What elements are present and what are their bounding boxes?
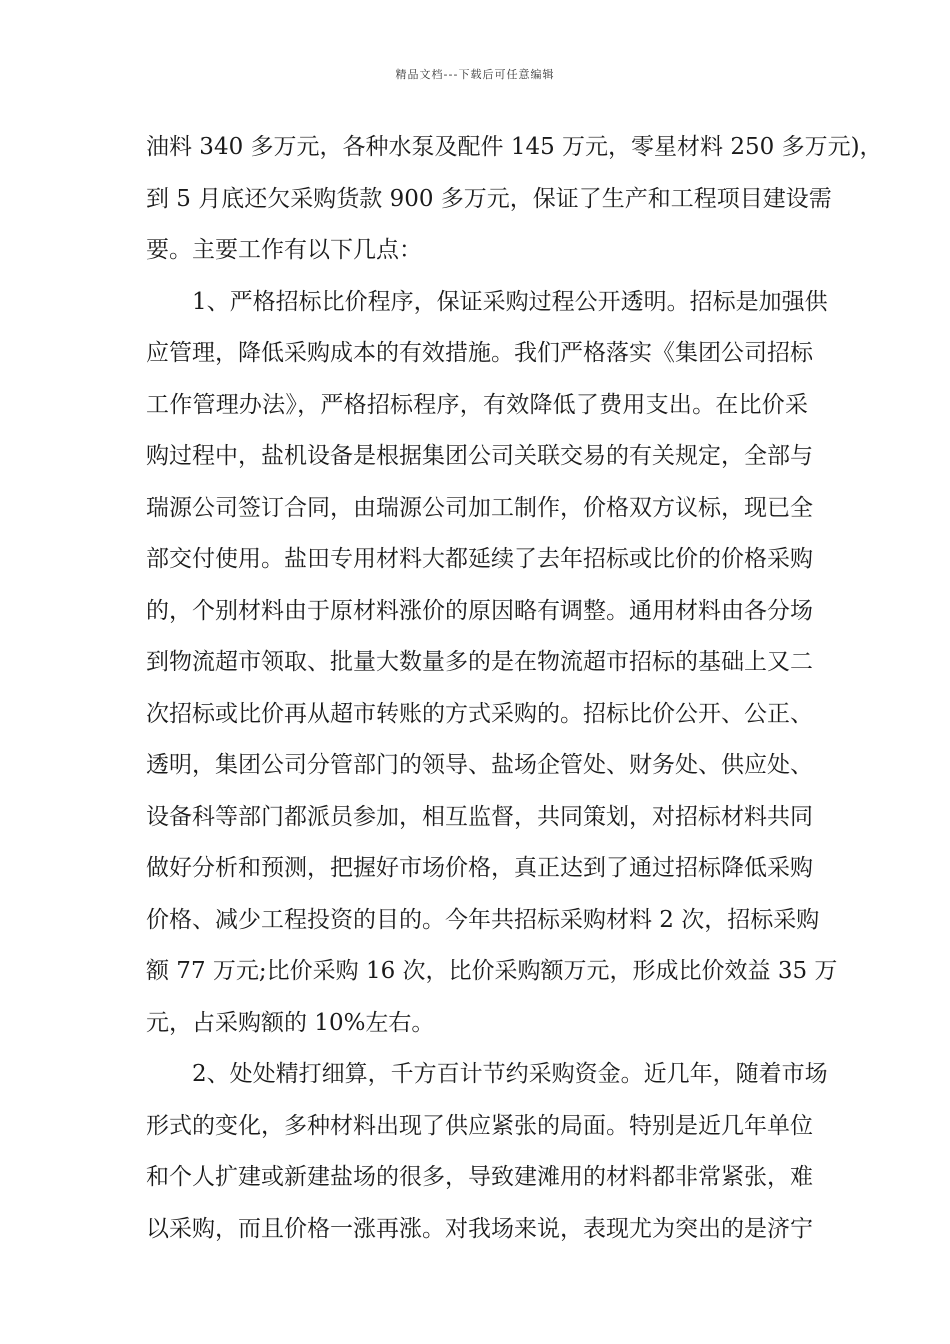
text-line: 工作管理办法》，严格招标程序，有效降低了费用支出。在比价采 bbox=[146, 391, 808, 418]
text-line: 1、严格招标比价程序，保证采购过程公开透明。招标是加强供 bbox=[192, 288, 828, 315]
page-header: 精品文档---下载后可任意编辑 bbox=[395, 68, 555, 81]
text-line: 以采购，而且价格一涨再涨。对我场来说，表现尤为突出的是济宁 bbox=[146, 1215, 813, 1242]
text-line: 设备科等部门都派员参加，相互监督，共同策划，对招标材料共同 bbox=[146, 803, 813, 830]
text-line: 油料 340 多万元，各种水泵及配件 145 万元，零星材料 250 多万元)， bbox=[146, 134, 883, 160]
text-line: 部交付使用。盐田专用材料大都延续了去年招标或比价的价格采购 bbox=[146, 546, 813, 572]
text-line: 元，占采购额的 10%左右。 bbox=[146, 1009, 435, 1036]
text-line: 透明，集团公司分管部门的领导、盐场企管处、财务处、供应处、 bbox=[146, 752, 813, 778]
text-line: 2、处处精打细算，千方百计节约采购资金。近几年，随着市场 bbox=[192, 1061, 828, 1087]
text-line: 应管理，降低采购成本的有效措施。我们严格落实《集团公司招标 bbox=[146, 340, 813, 366]
text-line: 购过程中，盐机设备是根据集团公司关联交易的有关规定，全部与 bbox=[146, 443, 813, 469]
text-line: 瑞源公司签订合同，由瑞源公司加工制作，价格双方议标，现已全 bbox=[146, 494, 813, 521]
text-line: 的，个别材料由于原材料涨价的原因略有调整。通用材料由各分场 bbox=[146, 597, 813, 624]
text-line: 和个人扩建或新建盐场的很多，导致建滩用的材料都非常紧张，难 bbox=[146, 1164, 813, 1190]
body-text bbox=[146, 130, 883, 1263]
text-line: 到物流超市领取、批量大数量多的是在物流超市招标的基础上又二 bbox=[146, 649, 813, 675]
text-line: 到 5 月底还欠采购货款 900 多万元，保证了生产和工程项目建设需 bbox=[146, 185, 832, 212]
text-line: 价格、减少工程投资的目的。今年共招标采购材料 2 次，招标采购 bbox=[146, 906, 820, 933]
text-line: 次招标或比价再从超市转账的方式采购的。招标比价公开、公正、 bbox=[146, 700, 813, 727]
text-line: 做好分析和预测，把握好市场价格，真正达到了通过招标降低采购 bbox=[146, 855, 813, 881]
text-line: 要。主要工作有以下几点： bbox=[146, 237, 422, 263]
text-line: 形式的变化，多种材料出现了供应紧张的局面。特别是近几年单位 bbox=[146, 1112, 813, 1139]
text-line: 额 77 万元;比价采购 16 次，比价采购额万元，形成比价效益 35 万 bbox=[146, 958, 838, 984]
